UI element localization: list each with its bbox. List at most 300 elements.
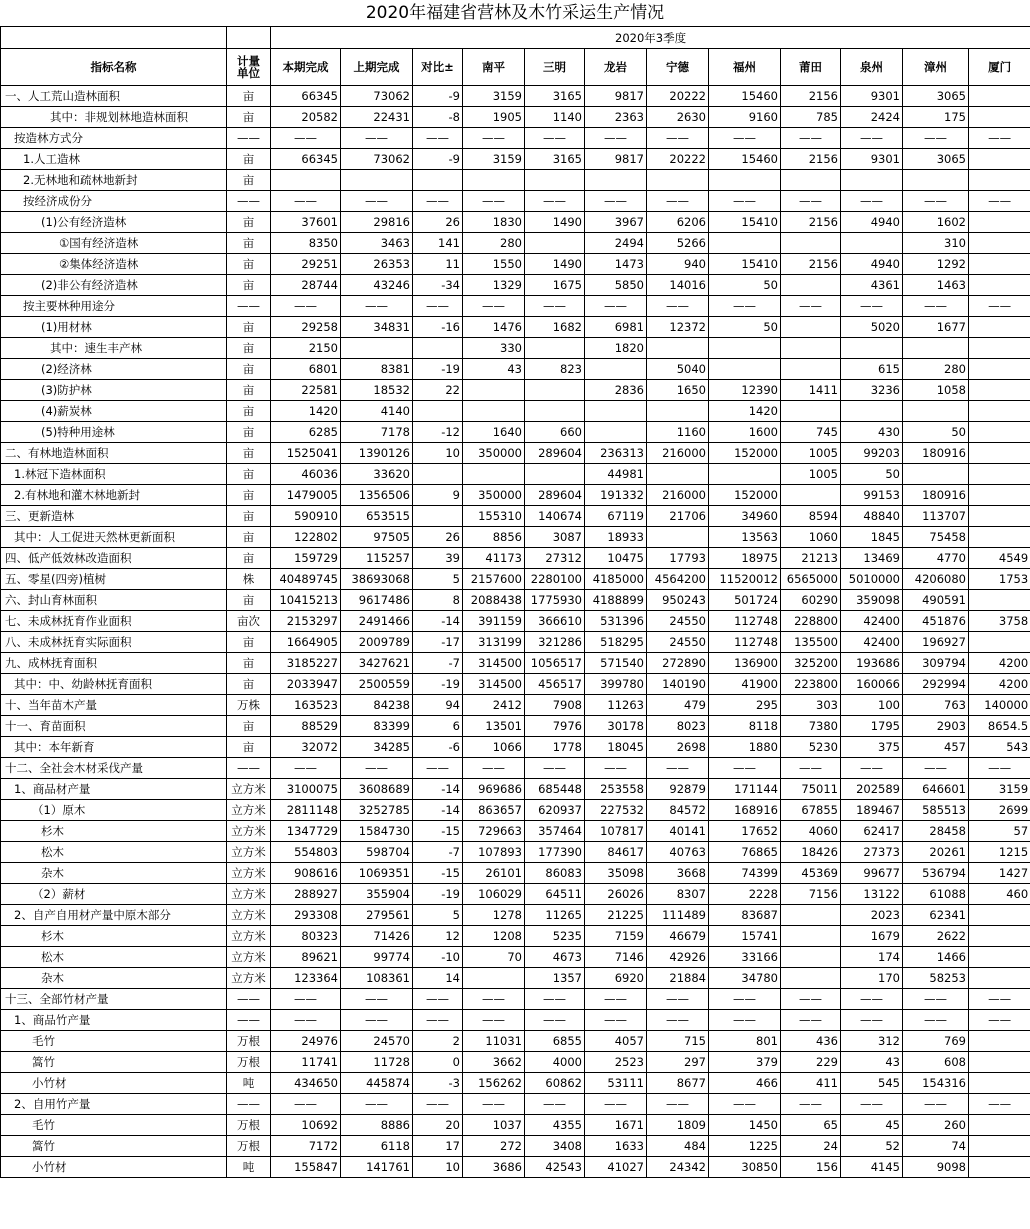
value-cell: 357464	[525, 821, 585, 842]
value-cell: 1650	[647, 380, 709, 401]
table-row	[1, 926, 1030, 947]
value-cell	[709, 233, 781, 254]
table-row	[1, 191, 1030, 212]
value-cell: -15	[413, 821, 463, 842]
value-cell: ——	[709, 1010, 781, 1031]
value-cell: 13563	[709, 527, 781, 548]
value-cell	[525, 170, 585, 191]
value-cell: ——	[841, 1094, 903, 1115]
value-cell: 1215	[969, 842, 1030, 863]
value-cell: 24976	[271, 1031, 341, 1052]
value-cell: 141	[413, 233, 463, 254]
value-cell: 71426	[341, 926, 413, 947]
value-cell: ——	[413, 128, 463, 149]
value-cell: 191332	[585, 485, 647, 506]
value-cell	[525, 233, 585, 254]
unit-cell: 立方米	[227, 779, 271, 800]
indicator-name: (2)经济林	[1, 359, 227, 380]
value-cell: 34780	[709, 968, 781, 989]
value-cell: ——	[969, 1010, 1030, 1031]
value-cell: 11	[413, 254, 463, 275]
value-cell: 456517	[525, 674, 585, 695]
value-cell: 1356506	[341, 485, 413, 506]
value-cell: ——	[903, 989, 969, 1010]
table-body	[1, 86, 1030, 1178]
unit-cell: 万根	[227, 1115, 271, 1136]
value-cell: 229	[781, 1052, 841, 1073]
column-header: 计量单位	[227, 49, 271, 86]
value-cell: 2903	[903, 716, 969, 737]
value-cell: 156262	[463, 1073, 525, 1094]
table-row	[1, 149, 1030, 170]
value-cell: 84238	[341, 695, 413, 716]
value-cell: 4145	[841, 1157, 903, 1178]
value-cell	[969, 464, 1030, 485]
period-label: 2020年3季度	[271, 27, 1030, 49]
value-cell: 1411	[781, 380, 841, 401]
value-cell: 45	[841, 1115, 903, 1136]
value-cell: 76865	[709, 842, 781, 863]
value-cell: 5235	[525, 926, 585, 947]
unit-cell: 立方米	[227, 821, 271, 842]
indicator-name: 四、低产低效林改造面积	[1, 548, 227, 569]
value-cell: 312	[841, 1031, 903, 1052]
value-cell: 2156	[781, 86, 841, 107]
value-cell: 2500559	[341, 674, 413, 695]
table-row	[1, 170, 1030, 191]
value-cell	[903, 401, 969, 422]
value-cell	[413, 170, 463, 191]
value-cell	[585, 422, 647, 443]
value-cell: 1550	[463, 254, 525, 275]
value-cell: 823	[525, 359, 585, 380]
indicator-name: ②集体经济造林	[1, 254, 227, 275]
value-cell: ——	[647, 191, 709, 212]
value-cell: ——	[463, 989, 525, 1010]
value-cell	[525, 464, 585, 485]
value-cell: 100	[841, 695, 903, 716]
value-cell: 3165	[525, 86, 585, 107]
indicator-name: 毛竹	[1, 1031, 227, 1052]
value-cell: 28744	[271, 275, 341, 296]
value-cell: 38693068	[341, 569, 413, 590]
value-cell: 11031	[463, 1031, 525, 1052]
unit-cell: ——	[227, 989, 271, 1010]
value-cell: 11520012	[709, 569, 781, 590]
value-cell: 80323	[271, 926, 341, 947]
unit-cell: 亩	[227, 107, 271, 128]
value-cell: 763	[903, 695, 969, 716]
value-cell	[709, 170, 781, 191]
indicator-name: (4)薪炭林	[1, 401, 227, 422]
value-cell: 1633	[585, 1136, 647, 1157]
value-cell: 2228	[709, 884, 781, 905]
value-cell: 8654.5	[969, 716, 1030, 737]
value-cell: 3087	[525, 527, 585, 548]
indicator-name: 十、当年苗木产量	[1, 695, 227, 716]
value-cell: 5040	[647, 359, 709, 380]
indicator-name: 松木	[1, 842, 227, 863]
value-cell: 1476	[463, 317, 525, 338]
value-cell: 430	[841, 422, 903, 443]
value-cell: ——	[585, 989, 647, 1010]
value-cell: 289604	[525, 443, 585, 464]
value-cell: ——	[463, 758, 525, 779]
value-cell: 62341	[903, 905, 969, 926]
table-row	[1, 968, 1030, 989]
value-cell: 2033947	[271, 674, 341, 695]
value-cell: 1208	[463, 926, 525, 947]
value-cell: 1845	[841, 527, 903, 548]
value-cell	[463, 401, 525, 422]
value-cell	[969, 1157, 1030, 1178]
value-cell: 4549	[969, 548, 1030, 569]
value-cell: 37601	[271, 212, 341, 233]
value-cell: 1880	[709, 737, 781, 758]
value-cell: 1357	[525, 968, 585, 989]
value-cell	[969, 254, 1030, 275]
value-cell	[647, 338, 709, 359]
value-cell: 9617486	[341, 590, 413, 611]
value-cell: 484	[647, 1136, 709, 1157]
value-cell: 74399	[709, 863, 781, 884]
table-row	[1, 338, 1030, 359]
value-cell: ——	[781, 758, 841, 779]
indicator-name: 九、成林抚育面积	[1, 653, 227, 674]
value-cell	[969, 338, 1030, 359]
value-cell: 40141	[647, 821, 709, 842]
indicator-name: （2）薪材	[1, 884, 227, 905]
table-row	[1, 947, 1030, 968]
table-row	[1, 569, 1030, 590]
value-cell: 6920	[585, 968, 647, 989]
value-cell: 1584730	[341, 821, 413, 842]
value-cell: 1037	[463, 1115, 525, 1136]
value-cell: 5	[413, 569, 463, 590]
value-cell: 1640	[463, 422, 525, 443]
indicator-name: 杂木	[1, 863, 227, 884]
value-cell: 272890	[647, 653, 709, 674]
value-cell: 303	[781, 695, 841, 716]
value-cell: 13122	[841, 884, 903, 905]
value-cell: 646601	[903, 779, 969, 800]
value-cell: 140674	[525, 506, 585, 527]
column-header: 南平	[463, 49, 525, 86]
value-cell: 518295	[585, 632, 647, 653]
unit-cell: 吨	[227, 1157, 271, 1178]
indicator-name: 杉木	[1, 821, 227, 842]
value-cell: ——	[341, 989, 413, 1010]
value-cell: 4057	[585, 1031, 647, 1052]
value-cell: ——	[341, 191, 413, 212]
value-cell: 9098	[903, 1157, 969, 1178]
value-cell: ——	[341, 1010, 413, 1031]
value-cell: 112748	[709, 611, 781, 632]
value-cell	[781, 233, 841, 254]
value-cell: 279561	[341, 905, 413, 926]
value-cell	[413, 464, 463, 485]
value-cell: 86083	[525, 863, 585, 884]
value-cell: 3100075	[271, 779, 341, 800]
table-row	[1, 128, 1030, 149]
value-cell: 8594	[781, 506, 841, 527]
unit-cell: 亩	[227, 359, 271, 380]
value-cell: 295	[709, 695, 781, 716]
value-cell: 152000	[709, 443, 781, 464]
value-cell: 17652	[709, 821, 781, 842]
column-header: 泉州	[841, 49, 903, 86]
value-cell: 608	[903, 1052, 969, 1073]
value-cell: 2156	[781, 212, 841, 233]
value-cell: 22431	[341, 107, 413, 128]
value-cell: 9301	[841, 86, 903, 107]
table-row	[1, 695, 1030, 716]
value-cell: 1775930	[525, 590, 585, 611]
value-cell: 22581	[271, 380, 341, 401]
value-cell	[969, 149, 1030, 170]
column-header: 福州	[709, 49, 781, 86]
value-cell: 20222	[647, 149, 709, 170]
value-cell	[413, 506, 463, 527]
value-cell: 8350	[271, 233, 341, 254]
value-cell	[841, 338, 903, 359]
value-cell: -7	[413, 653, 463, 674]
indicator-name: 小竹材	[1, 1157, 227, 1178]
indicator-name: 篙竹	[1, 1052, 227, 1073]
value-cell: 10415213	[271, 590, 341, 611]
value-cell: 745	[781, 422, 841, 443]
value-cell: ——	[781, 191, 841, 212]
table-row	[1, 1010, 1030, 1031]
value-cell: 180916	[903, 443, 969, 464]
indicator-name: 毛竹	[1, 1115, 227, 1136]
value-cell: 10692	[271, 1115, 341, 1136]
value-cell: 545	[841, 1073, 903, 1094]
value-cell	[969, 1115, 1030, 1136]
value-cell: 1278	[463, 905, 525, 926]
value-cell: 35098	[585, 863, 647, 884]
value-cell: 27312	[525, 548, 585, 569]
value-cell	[969, 401, 1030, 422]
value-cell: 168916	[709, 800, 781, 821]
unit-cell: 立方米	[227, 947, 271, 968]
value-cell: 171144	[709, 779, 781, 800]
value-cell: 2836	[585, 380, 647, 401]
value-cell: ——	[525, 296, 585, 317]
value-cell	[647, 464, 709, 485]
value-cell: -3	[413, 1073, 463, 1094]
value-cell: ——	[585, 296, 647, 317]
table-row	[1, 296, 1030, 317]
unit-cell: ——	[227, 758, 271, 779]
value-cell: 156	[781, 1157, 841, 1178]
period-row	[1, 27, 1030, 49]
unit-cell: 吨	[227, 1073, 271, 1094]
unit-cell: 亩	[227, 380, 271, 401]
value-cell: 1427	[969, 863, 1030, 884]
value-cell	[969, 527, 1030, 548]
value-cell: 9817	[585, 149, 647, 170]
value-cell: ——	[463, 191, 525, 212]
column-header: 厦门	[969, 49, 1030, 86]
value-cell: 2811148	[271, 800, 341, 821]
indicator-name: 二、有林地造林面积	[1, 443, 227, 464]
value-cell: 2157600	[463, 569, 525, 590]
value-cell: 785	[781, 107, 841, 128]
unit-cell: 万株	[227, 695, 271, 716]
table-row	[1, 464, 1030, 485]
value-cell	[969, 506, 1030, 527]
value-cell: 223800	[781, 674, 841, 695]
value-cell: 501724	[709, 590, 781, 611]
value-cell: ——	[413, 989, 463, 1010]
value-cell: 97505	[341, 527, 413, 548]
value-cell: 53111	[585, 1073, 647, 1094]
value-cell: 21213	[781, 548, 841, 569]
value-cell	[271, 170, 341, 191]
value-cell: 293308	[271, 905, 341, 926]
indicator-name: (3)防护林	[1, 380, 227, 401]
value-cell: 2150	[271, 338, 341, 359]
value-cell: 1830	[463, 212, 525, 233]
value-cell: 280	[903, 359, 969, 380]
value-cell: 48840	[841, 506, 903, 527]
value-cell	[647, 401, 709, 422]
table-row	[1, 86, 1030, 107]
table-row	[1, 107, 1030, 128]
value-cell: ——	[341, 758, 413, 779]
value-cell: 3252785	[341, 800, 413, 821]
value-cell: 29816	[341, 212, 413, 233]
value-cell: 1058	[903, 380, 969, 401]
value-cell: 8677	[647, 1073, 709, 1094]
value-cell: ——	[969, 191, 1030, 212]
value-cell: ——	[413, 296, 463, 317]
value-cell: 6206	[647, 212, 709, 233]
indicator-name: 杉木	[1, 926, 227, 947]
value-cell	[903, 170, 969, 191]
value-cell: 12372	[647, 317, 709, 338]
value-cell: 4564200	[647, 569, 709, 590]
value-cell: 8886	[341, 1115, 413, 1136]
indicator-name: 2、自用竹产量	[1, 1094, 227, 1115]
value-cell: ——	[709, 1094, 781, 1115]
value-cell: 2630	[647, 107, 709, 128]
value-cell	[781, 968, 841, 989]
value-cell: 1390126	[341, 443, 413, 464]
value-cell: 7146	[585, 947, 647, 968]
value-cell: 1005	[781, 443, 841, 464]
value-cell: 2009789	[341, 632, 413, 653]
value-cell: 6	[413, 716, 463, 737]
indicator-name: 其中：本年新育	[1, 737, 227, 758]
value-cell: 14016	[647, 275, 709, 296]
value-cell	[781, 926, 841, 947]
value-cell: 21225	[585, 905, 647, 926]
value-cell: 108361	[341, 968, 413, 989]
value-cell	[969, 905, 1030, 926]
indicator-name: 小竹材	[1, 1073, 227, 1094]
table-row	[1, 905, 1030, 926]
value-cell: 1420	[709, 401, 781, 422]
value-cell: 84572	[647, 800, 709, 821]
value-cell: 379	[709, 1052, 781, 1073]
indicator-name: 按经济成份分	[1, 191, 227, 212]
indicator-name: 五、零星(四旁)植树	[1, 569, 227, 590]
value-cell: 15460	[709, 149, 781, 170]
table-row	[1, 443, 1030, 464]
value-cell: 5850	[585, 275, 647, 296]
value-cell: -14	[413, 779, 463, 800]
value-cell: ——	[271, 758, 341, 779]
unit-cell: 亩	[227, 485, 271, 506]
value-cell: ——	[647, 296, 709, 317]
value-cell: ——	[585, 128, 647, 149]
value-cell: ——	[903, 296, 969, 317]
value-cell: ——	[525, 989, 585, 1010]
value-cell	[413, 401, 463, 422]
value-cell: 113707	[903, 506, 969, 527]
value-cell: ——	[413, 1094, 463, 1115]
value-cell: 253558	[585, 779, 647, 800]
value-cell: ——	[841, 191, 903, 212]
unit-cell: 亩	[227, 653, 271, 674]
value-cell: 1066	[463, 737, 525, 758]
value-cell	[525, 401, 585, 422]
unit-cell: 立方米	[227, 884, 271, 905]
value-cell: 41027	[585, 1157, 647, 1178]
table-row	[1, 821, 1030, 842]
unit-cell: 亩	[227, 506, 271, 527]
value-cell: 193686	[841, 653, 903, 674]
value-cell: 4060	[781, 821, 841, 842]
value-cell: 11728	[341, 1052, 413, 1073]
value-cell	[781, 401, 841, 422]
indicator-name: ①国有经济造林	[1, 233, 227, 254]
value-cell: 61088	[903, 884, 969, 905]
value-cell: 34285	[341, 737, 413, 758]
value-cell: ——	[413, 191, 463, 212]
value-cell	[969, 926, 1030, 947]
value-cell: 969686	[463, 779, 525, 800]
value-cell: 99677	[841, 863, 903, 884]
value-cell: 729663	[463, 821, 525, 842]
value-cell: ——	[969, 1094, 1030, 1115]
value-cell	[969, 1073, 1030, 1094]
value-cell: 123364	[271, 968, 341, 989]
value-cell: -17	[413, 632, 463, 653]
value-cell: 1225	[709, 1136, 781, 1157]
value-cell: 321286	[525, 632, 585, 653]
value-cell: 436	[781, 1031, 841, 1052]
value-cell: 314500	[463, 674, 525, 695]
indicator-name: 1.人工造林	[1, 149, 227, 170]
unit-cell: 亩	[227, 716, 271, 737]
value-cell: 99203	[841, 443, 903, 464]
value-cell: 2491466	[341, 611, 413, 632]
value-cell: 5020	[841, 317, 903, 338]
value-cell: 1753	[969, 569, 1030, 590]
value-cell: 6981	[585, 317, 647, 338]
indicator-name: 篙竹	[1, 1136, 227, 1157]
value-cell: 17793	[647, 548, 709, 569]
value-cell: 227532	[585, 800, 647, 821]
value-cell: ——	[781, 989, 841, 1010]
value-cell: 3185227	[271, 653, 341, 674]
value-cell: 202589	[841, 779, 903, 800]
value-cell: 70	[463, 947, 525, 968]
value-cell: 940	[647, 254, 709, 275]
